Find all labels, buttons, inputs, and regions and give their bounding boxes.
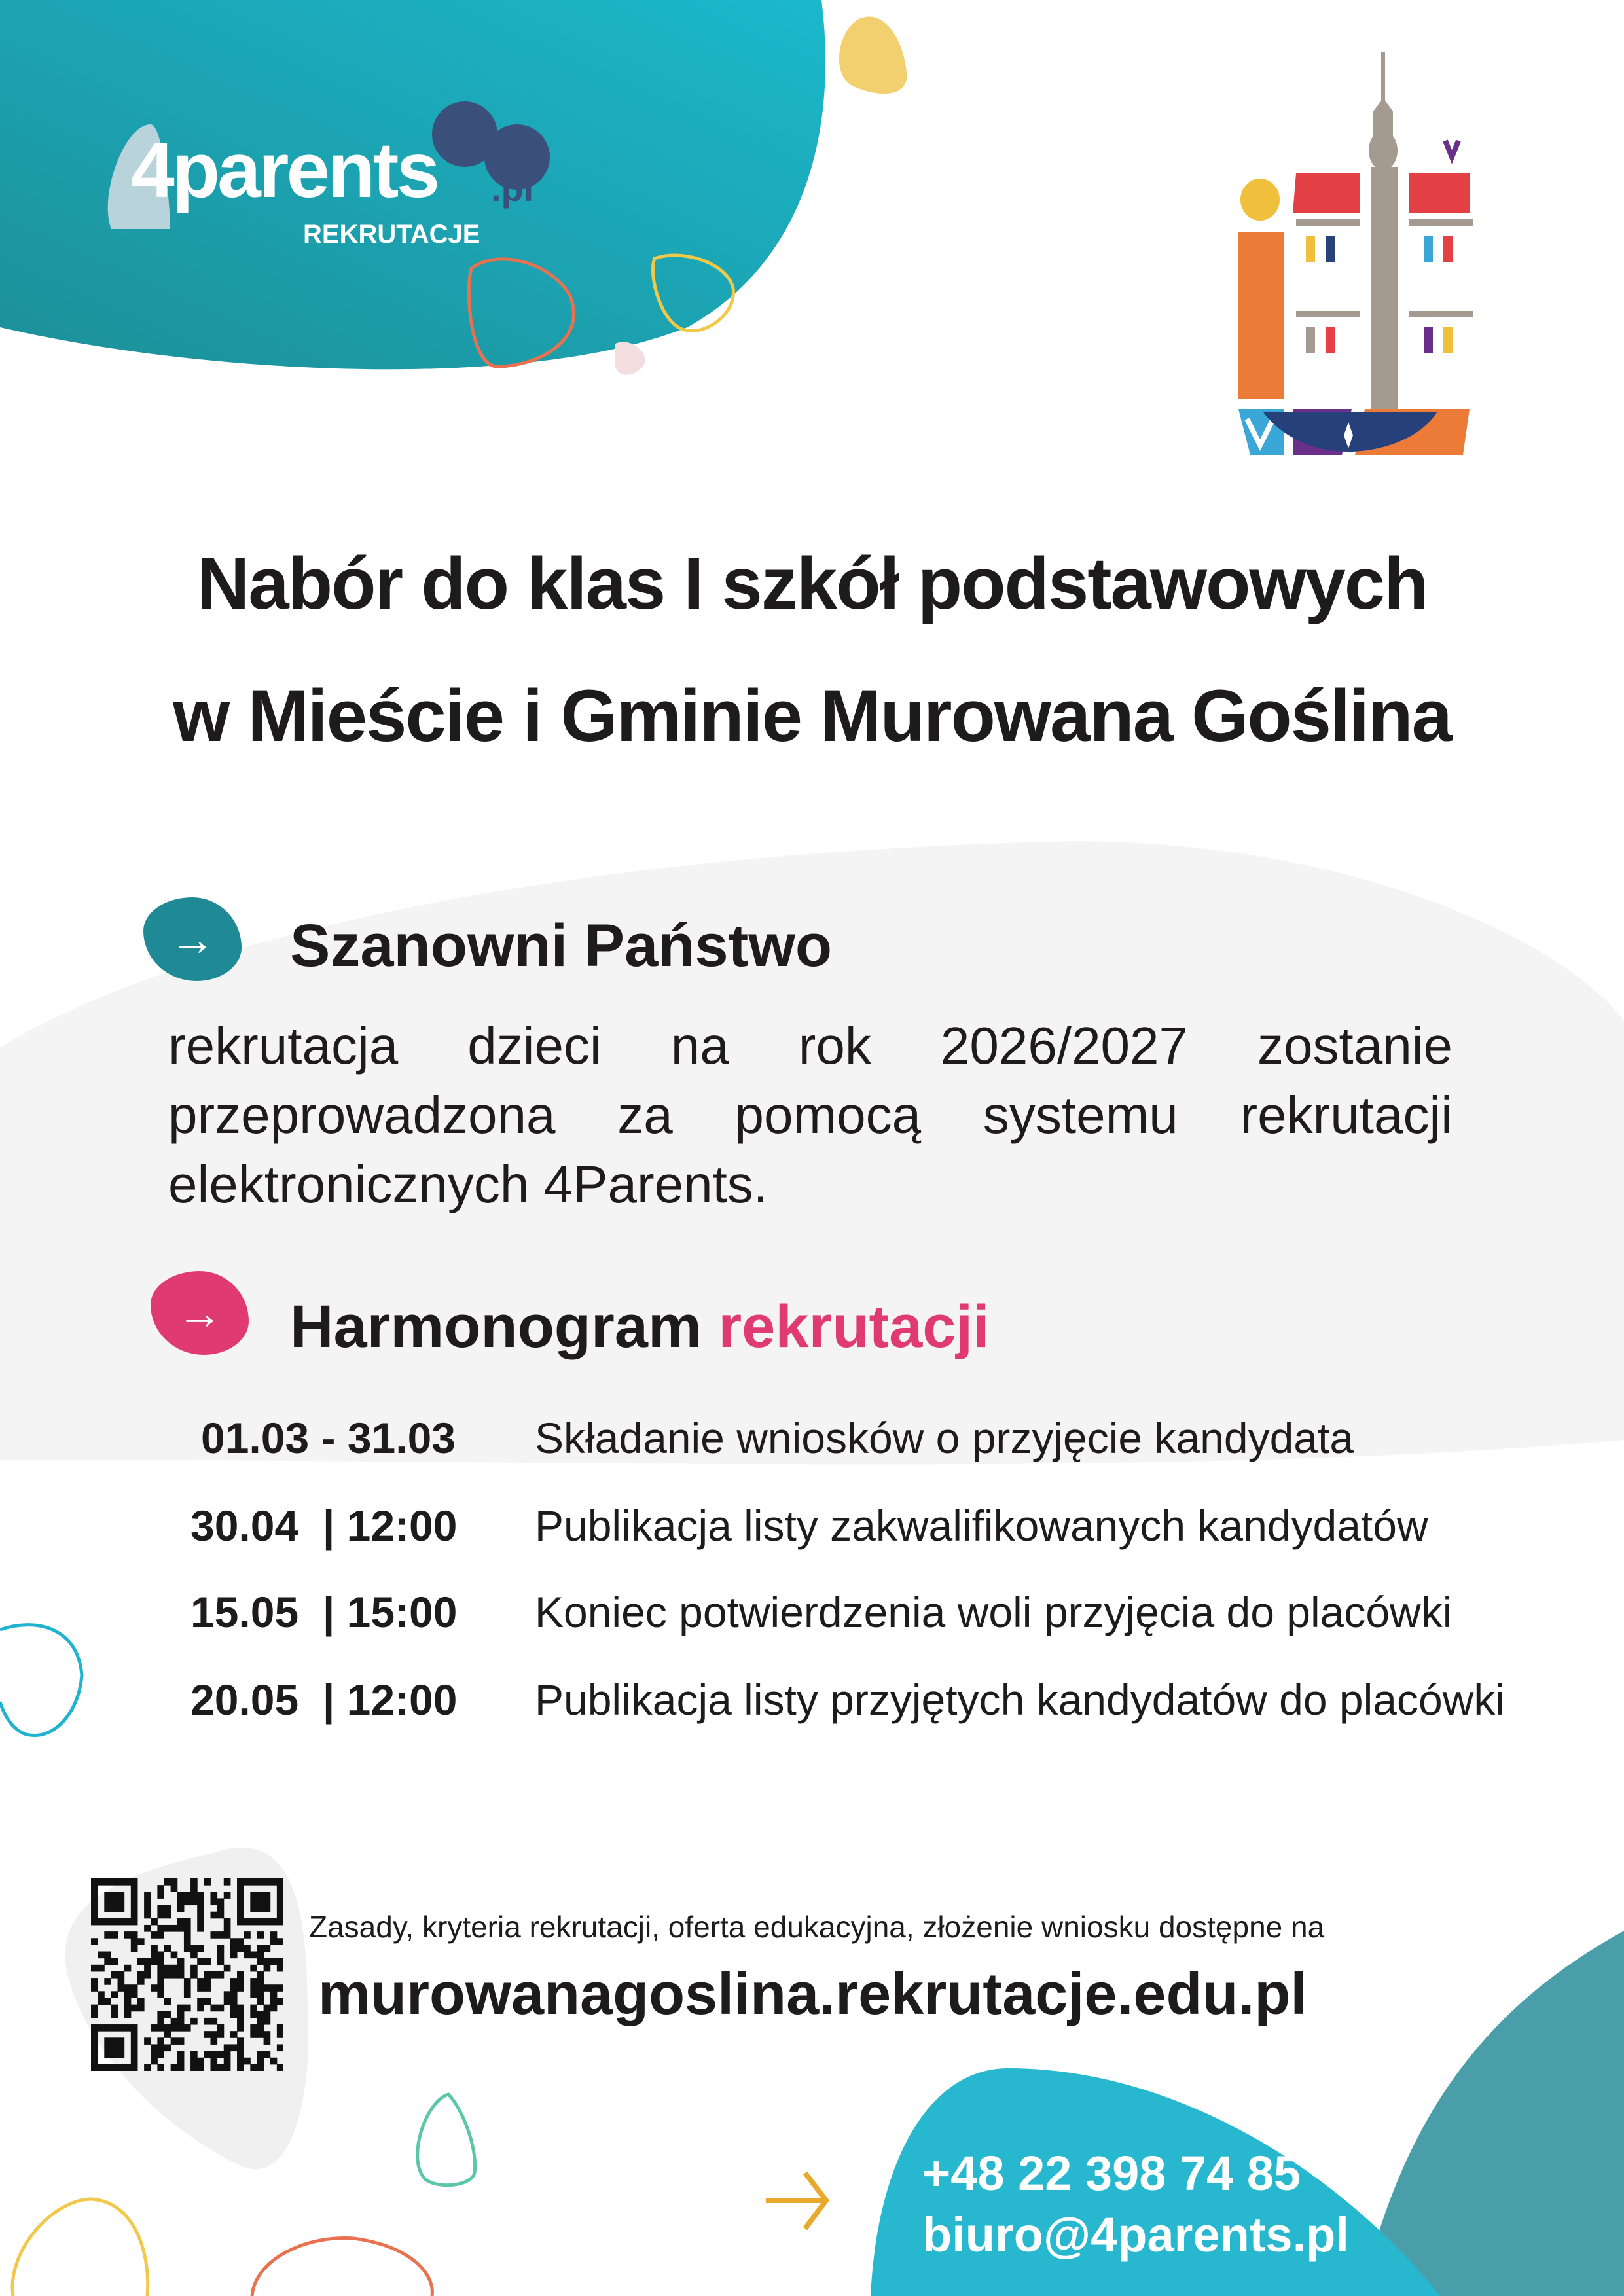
schedule-desc: Publikacja listy przyjętych kandydatów do placówki [535,1676,1506,1724]
blue-loop [0,1625,82,1736]
schedule-row [190,1676,1505,1725]
website-link[interactable]: murowanagoslina.rekrutacje.edu.pl [318,1962,1307,2027]
schedule-row [190,1501,1428,1551]
greeting-heading: Szanowni Państwo [290,912,833,979]
info-text: Zasady, kryteria rekrutacji, oferta edukacyjna, złożenie wniosku dostępne na [309,1910,1325,1944]
phone-number[interactable]: +48 22 398 74 85 [922,2146,1301,2200]
schedule-date: 01.03 - 31.03 [201,1414,456,1462]
schedule-row [190,1588,1452,1638]
murowana-goslina-coat-of-arms [1231,52,1479,458]
pink-drop [615,342,645,374]
orange-loop-bottom [252,2238,432,2296]
page-title-line1: Nabór do klas I szkół podstawowych [196,543,1428,624]
schedule-heading-text: Harmonogram [290,1293,702,1360]
4parents-logo [98,98,569,255]
greeting-arrow-icon: → [143,897,242,981]
page-title-line2: w Mieście i Gminie Murowana Goślina [173,675,1451,757]
greeting-text: rekrutacja dzieci na rok 2026/2027 zostanie przeprowadzona za pomocą systemu rekrutacji elektronicznych 4Parents. [168,1016,1453,1213]
schedule-heading-accent: rekrutacji [718,1293,990,1360]
dark-teal-blob [1362,1931,1624,2296]
schedule-desc: Koniec potwierdzenia woli przyjęcia do placówki [535,1588,1453,1636]
yellow-loop-bottom [12,2199,148,2296]
coat-of-arms-base [1263,412,1440,455]
yellow-drop [839,16,907,94]
schedule-arrow-icon: → [151,1271,249,1355]
schedule-desc: Publikacja listy zakwalifikowanych kandydatów [535,1501,1428,1550]
schedule-date: 30.04 | 12:00 [190,1501,458,1550]
green-loop [418,2094,475,2185]
schedule-heading [290,1293,990,1362]
logo-brand: 4parents [131,126,438,214]
arrow-icon-bottom [766,2173,826,2229]
logo-subtitle: REKRUTACJE [303,220,480,249]
qr-code[interactable] [91,1878,283,2071]
logo-suffix: .pl [491,168,534,209]
schedule-desc: Składanie wniosków o przyjęcie kandydata [535,1414,1354,1462]
schedule-date: 15.05 | 15:00 [190,1588,458,1636]
email-link[interactable]: biuro@4parents.pl [922,2208,1349,2262]
schedule-date: 20.05 | 12:00 [190,1676,458,1724]
schedule-row [190,1414,1354,1463]
